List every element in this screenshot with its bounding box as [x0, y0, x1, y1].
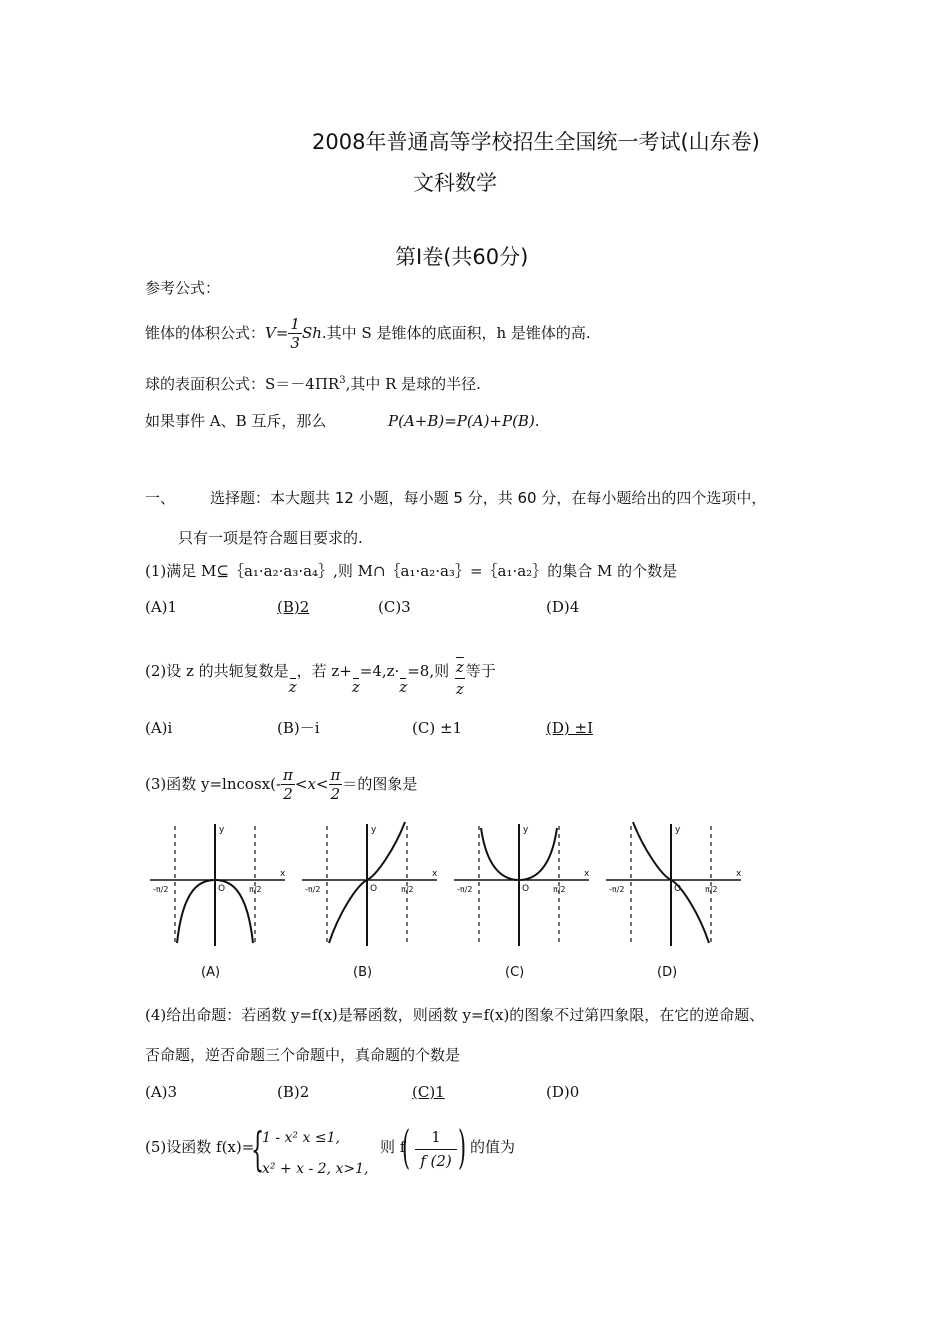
part-instructions-2: 只有一项是符合题目要求的. [178, 529, 363, 547]
q5-frac-den: f (2) [420, 1152, 452, 1170]
q3-mid: <x< [294, 775, 329, 793]
origin-label: O [218, 884, 226, 894]
one-third-fraction [288, 315, 302, 352]
q1-option-d: (D)4 [546, 598, 580, 616]
q2-fraction [454, 658, 466, 698]
q2-option-d [546, 721, 593, 736]
y-axis-label: y [523, 825, 529, 835]
q5-brace: { [251, 1122, 265, 1176]
part-number: 一、 [145, 489, 176, 507]
q2-stem [145, 652, 496, 698]
q5-paren-left: ( [402, 1120, 411, 1174]
q2-option-b: (B)－i [277, 719, 320, 737]
q2-part3: =4,z· [359, 662, 400, 680]
graph-a [150, 824, 286, 980]
y-axis-label: y [371, 825, 377, 835]
q2-frac-num: $\overline{z}$ [455, 658, 464, 676]
x-axis-label: x [584, 869, 590, 879]
q2-option-c: (C) ±1 [412, 719, 463, 737]
q5-fraction [415, 1130, 457, 1169]
q4-line-1: (4)给出命题：若函数 y=f(x)是幂函数，则函数 y=f(x)的图象不过第四象限，在它的逆命题、 [145, 1006, 765, 1024]
neg-half-pi-tick: -π/2 [609, 885, 625, 894]
pos-half-pi-tick: π/2 [249, 885, 262, 894]
graph-d [606, 822, 742, 980]
sphere-tail: ,其中 R 是球的半径. [345, 375, 481, 393]
x-axis-label: x [736, 869, 742, 879]
exam-title: 2008年普通高等学校招生全国统一考试(山东卷) [312, 130, 760, 154]
pos-half-pi-tick: π/2 [401, 885, 414, 894]
formulas-heading: 参考公式： [145, 279, 221, 297]
cone-text: .其中 S 是锥体的底面积，h 是锥体的高. [321, 324, 591, 342]
sphere-exponent: 3 [339, 375, 346, 386]
q2-option-d-text: (D) ±I [546, 719, 593, 737]
q3-frac-2-num: π [330, 766, 341, 784]
graph-label: (D) [657, 965, 678, 980]
q4-option-b: (B)2 [277, 1083, 310, 1101]
exam-subtitle: 文科数学 [413, 171, 497, 195]
q3-frac-1-den: 2 [283, 785, 293, 803]
neg-half-pi-tick: -π/2 [457, 885, 473, 894]
q2-part2: ，若 z+ [296, 662, 352, 680]
q2-part5: 等于 [465, 662, 496, 680]
cone-label: 锥体的体积公式： [145, 324, 266, 342]
origin-label: O [370, 884, 378, 894]
fraction-denominator: 3 [290, 334, 300, 352]
q4-line-2: 否命题，逆否命题三个命题中，真命题的个数是 [145, 1046, 461, 1064]
q5-case-1: 1 - x² x ≤1, [262, 1130, 340, 1146]
q1-option-a: (A)1 [145, 598, 178, 616]
event-formula: P(A+B)=P(A)+P(B). [388, 412, 540, 430]
q2-zbar-1: z [288, 678, 297, 696]
cone-formula-line [145, 315, 591, 352]
q4-option-d: (D)0 [546, 1083, 580, 1101]
q3-frac-2 [329, 766, 343, 803]
pos-half-pi-tick: π/2 [705, 885, 718, 894]
q5-part1: (5)设函数 f(x)= [145, 1138, 255, 1156]
fraction-numerator: 1 [290, 315, 300, 333]
q2-part1: (2)设 z 的共轭复数是 [145, 662, 289, 680]
q4-option-c: (C)1 [412, 1083, 445, 1101]
q5-case-2: x² + x - 2, x>1, [262, 1161, 369, 1177]
cone-v: V= [265, 324, 289, 342]
event-text: 如果事件 A、B 互斥，那么 [145, 412, 327, 430]
part-instructions-1: 选择题：本大题共 12 小题，每小题 5 分，共 60 分，在每小题给出的四个选项中， [210, 489, 767, 507]
q3-part2: ＝的图象是 [342, 775, 418, 793]
q3-graphs [140, 818, 750, 983]
q3-stem [145, 766, 417, 803]
y-axis-label: y [219, 825, 225, 835]
q2-option-a: (A)i [145, 719, 173, 737]
cone-sh: Sh [301, 324, 322, 342]
x-axis-label: x [432, 869, 438, 879]
y-axis-label: y [675, 825, 681, 835]
x-axis-label: x [280, 869, 286, 879]
q2-zbar-3: z [399, 678, 408, 696]
q2-part4: =8,则 [407, 662, 450, 680]
q1-option-c: (C)3 [378, 598, 411, 616]
q4-option-a: (A)3 [145, 1083, 178, 1101]
q5-part3: 的值为 [470, 1138, 516, 1156]
sphere-formula-line [145, 377, 481, 392]
graph-b [302, 822, 438, 980]
graph-label: (C) [505, 965, 525, 980]
q3-frac-1 [281, 766, 295, 803]
q2-frac-den: z [455, 680, 464, 698]
sphere-text: 球的表面积公式：S＝－4ΠR [145, 375, 340, 393]
origin-label: O [674, 884, 682, 894]
q3-part1: (3)函数 y=lncosx(- [145, 775, 282, 793]
graph-c [454, 824, 590, 980]
q5-paren-right: ) [458, 1120, 467, 1174]
neg-half-pi-tick: -π/2 [153, 885, 169, 894]
q3-frac-2-den: 2 [330, 785, 341, 803]
q5-frac-num: 1 [415, 1130, 457, 1150]
q2-zbar-2: z [351, 678, 360, 696]
neg-half-pi-tick: -π/2 [305, 885, 321, 894]
q5-part2: 则 f [380, 1138, 406, 1156]
graph-label: (A) [201, 965, 221, 980]
origin-label: O [522, 884, 530, 894]
graph-label: (B) [353, 965, 373, 980]
q1-option-b: (B)2 [277, 598, 310, 616]
pos-half-pi-tick: π/2 [553, 885, 566, 894]
section-title: 第Ⅰ卷(共60分) [395, 245, 529, 269]
q1-stem: (1)满足 M⊆｛a₁·a₂·a₃·a₄｝,则 M∩｛a₁·a₂·a₃｝=｛a₁·a₂｝的集合 M 的个数是 [145, 562, 678, 580]
q3-frac-1-num: π [283, 766, 293, 784]
